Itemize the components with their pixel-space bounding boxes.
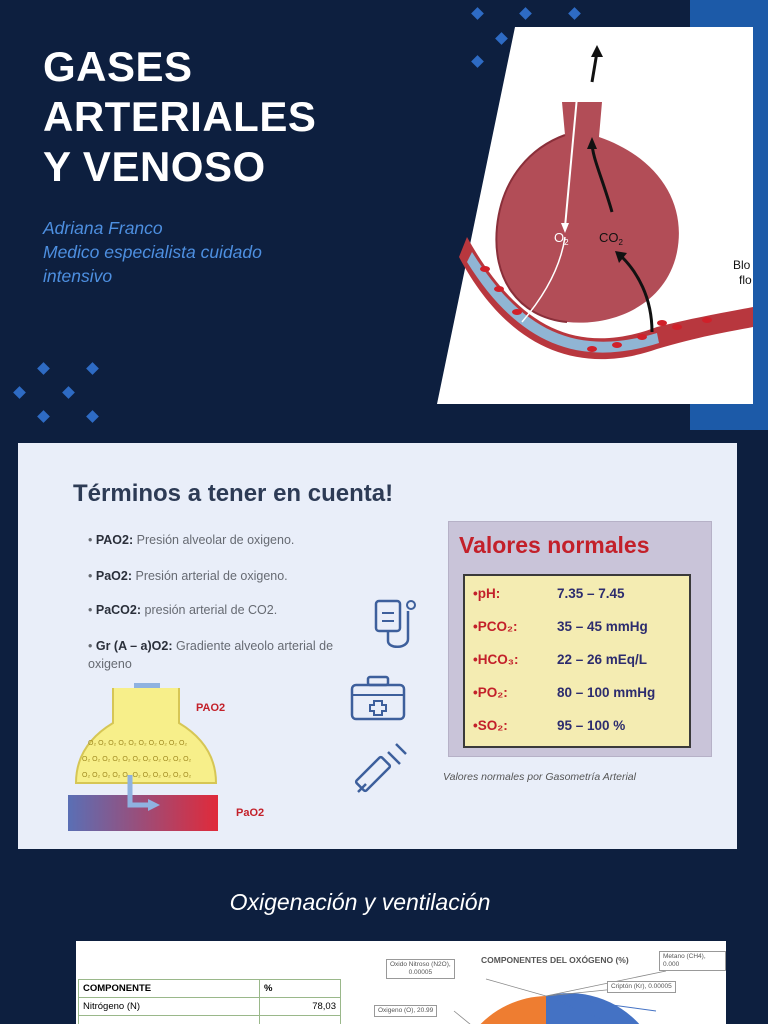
blood-flow-label: Blo <box>733 258 751 272</box>
author-name: Adriana Franco <box>43 218 163 238</box>
co2-label: $CO_2$ <box>599 230 623 247</box>
section-subtitle: Oxigenación y ventilación <box>229 889 491 915</box>
syringe-icon <box>348 738 412 802</box>
table-row <box>79 1016 341 1024</box>
callout-nitrous-oxide: Oxido Nitroso (N2O), 0.00005 <box>386 959 455 979</box>
iv-bag-icon <box>368 591 428 651</box>
decorative-diamond <box>37 410 50 423</box>
title-line-2: Y VENOSO <box>43 143 266 190</box>
pie-slice-oxygen <box>476 996 546 1024</box>
normal-values-caption: Valores normales por Gasometría Arterial <box>443 771 636 783</box>
column-header-percent: % <box>260 980 341 998</box>
blood-gradient-bar <box>68 795 218 831</box>
author-role-line-2: intensivo <box>43 266 113 286</box>
terms-slide <box>18 443 737 849</box>
normal-value-row: •PO₂: 80 – 100 mmHg <box>473 685 656 700</box>
term-item: • PaCO2: presión arterial de CO2. <box>88 603 278 617</box>
svg-text:O₂ O₂ O₂ O₂ O₂ O₂ O₂ O₂ O₂ O₂: O₂ O₂ O₂ O₂ O₂ O₂ O₂ O₂ O₂ O₂ O₂ <box>82 772 192 779</box>
normal-value-row: •HCO₃: 22 – 26 mEq/L <box>473 652 648 667</box>
table-row <box>79 998 341 1016</box>
svg-text:O₂ O₂ O₂ O₂ O₂ O₂ O₂ O₂ O₂ O₂: O₂ O₂ O₂ O₂ O₂ O₂ O₂ O₂ O₂ O₂ <box>88 740 188 747</box>
decorative-diamond <box>13 386 26 399</box>
normal-values-table <box>463 574 691 748</box>
normal-values-title: Valores normales <box>459 532 650 558</box>
chart-title: COMPONENTES DEL OXÓGENO (%) <box>481 955 629 965</box>
blood-flow-label-2: flo <box>739 273 752 287</box>
terms-title: Términos a tener en cuenta! <box>73 480 394 507</box>
normal-value-row: •PCO₂: 35 – 45 mmHg <box>473 619 648 634</box>
term-item: • PAO2: Presión alveolar de oxigeno. <box>88 533 295 547</box>
page-title <box>43 42 463 192</box>
decorative-diamond <box>37 362 50 375</box>
callout-krypton: Criptón (Kr), 0.00005 <box>607 981 676 993</box>
medical-kit-icon <box>348 671 410 725</box>
term-item: • PaO2: Presión arterial de oxigeno. <box>88 569 288 583</box>
decorative-diamond <box>86 362 99 375</box>
column-header-component: COMPONENTE <box>79 980 260 998</box>
component-name: Nitrógeno (N) <box>79 998 260 1016</box>
author-role-line-1: Medico especialista cuidado <box>43 242 262 262</box>
callout-methane: Metano (CH4), 0.000 <box>659 951 726 971</box>
svg-text:O₂ O₂ O₂ O₂ O₂ O₂ O₂ O₂ O₂ O₂: O₂ O₂ O₂ O₂ O₂ O₂ O₂ O₂ O₂ O₂ O₂ <box>82 756 192 763</box>
pao2-alveolar-label: PAO2 <box>196 702 226 714</box>
decorative-diamond <box>519 7 532 20</box>
pao2-arterial-label: PaO2 <box>236 807 265 819</box>
alveolar-diagram <box>68 683 308 833</box>
table-header-row <box>79 980 341 998</box>
component-value: 78,03 <box>260 998 341 1016</box>
author-block <box>43 216 363 288</box>
composition-table <box>78 979 341 1024</box>
decorative-diamond <box>86 410 99 423</box>
decorative-diamond <box>62 386 75 399</box>
normal-value-row: •SO₂: 95 – 100 % <box>473 718 626 733</box>
callout-oxygen: Oxigeno (O), 20.99 <box>374 1005 437 1017</box>
normal-values-box <box>448 521 712 757</box>
alveolus-illustration <box>437 27 753 404</box>
o2-label: $O_2$ <box>554 230 569 247</box>
normal-value-row: •pH: 7.35 – 7.45 <box>473 586 625 601</box>
term-item: • Gr (A – a)O2: Gradiente alveolo arterial de oxigeno <box>88 639 334 671</box>
decorative-diamond <box>471 7 484 20</box>
air-composition-panel <box>76 941 726 1024</box>
decorative-diamond <box>568 7 581 20</box>
title-line-1: GASES ARTERIALES <box>43 43 317 140</box>
